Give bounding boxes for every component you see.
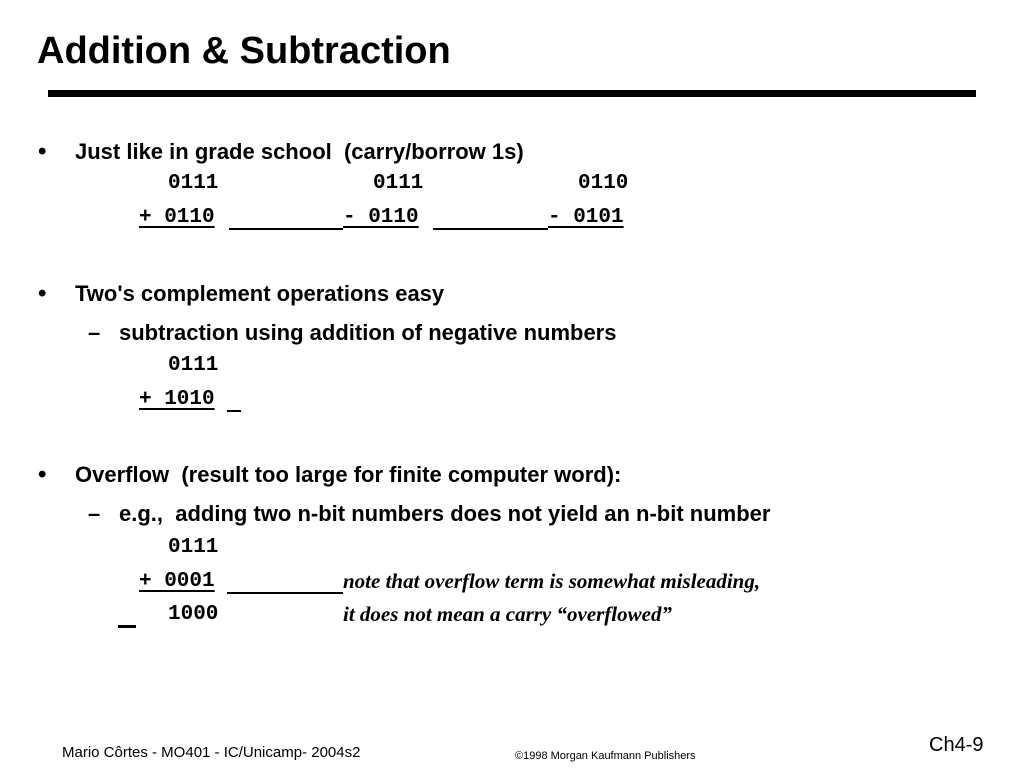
footer-copyright: ©1998 Morgan Kaufmann Publishers [515, 750, 696, 762]
underline-gap-1 [229, 228, 343, 230]
overflow-note-line2: it does not mean a carry “overflowed” [343, 602, 672, 626]
sub-bullet-example: e.g., adding two n-bit numbers does not yield an n-bit number [119, 501, 771, 526]
addend-bottom-1: + 0110 [139, 206, 215, 229]
overflow-result: 1000 [168, 603, 219, 626]
footer-author: Mario Côrtes - MO401 - IC/Unicamp- 2004s2 [62, 744, 361, 761]
bullet-marker: • [38, 138, 47, 165]
bullet-twos-complement: Two's complement operations easy [75, 281, 445, 306]
operation-row [139, 206, 639, 236]
minus-sign [118, 625, 136, 628]
bullet-overflow: Overflow (result too large for finite computer word): [75, 462, 622, 487]
underline-gap-2 [433, 228, 548, 230]
page-number: Ch4-9 [929, 734, 984, 756]
bullet-marker: • [38, 280, 47, 307]
dash-marker: – [88, 501, 101, 526]
minuend-top-3: 0110 [578, 172, 629, 195]
sub-bullet-subtraction: subtraction using addition of negative numbers [119, 320, 617, 345]
underline-extension [227, 592, 343, 594]
overflow-note-line1: note that overflow term is somewhat misleading, [343, 569, 761, 593]
twos-bottom: + 1010 [139, 388, 215, 411]
subtrahend-bottom-3: - 0101 [548, 206, 624, 229]
slide-title: Addition & Subtraction [37, 30, 451, 72]
dash-marker: – [88, 320, 101, 345]
twos-top: 0111 [168, 354, 219, 377]
overflow-top: 0111 [168, 536, 219, 559]
bullet-grade-school: Just like in grade school (carry/borrow 1s) [75, 139, 524, 164]
underline-tail [227, 410, 241, 412]
title-rule [48, 90, 976, 97]
addend-top-1: 0111 [168, 172, 219, 195]
minuend-top-2: 0111 [373, 172, 424, 195]
overflow-bottom: + 0001 [139, 570, 215, 593]
bullet-marker: • [38, 461, 47, 488]
subtrahend-bottom-2: - 0110 [343, 206, 419, 229]
